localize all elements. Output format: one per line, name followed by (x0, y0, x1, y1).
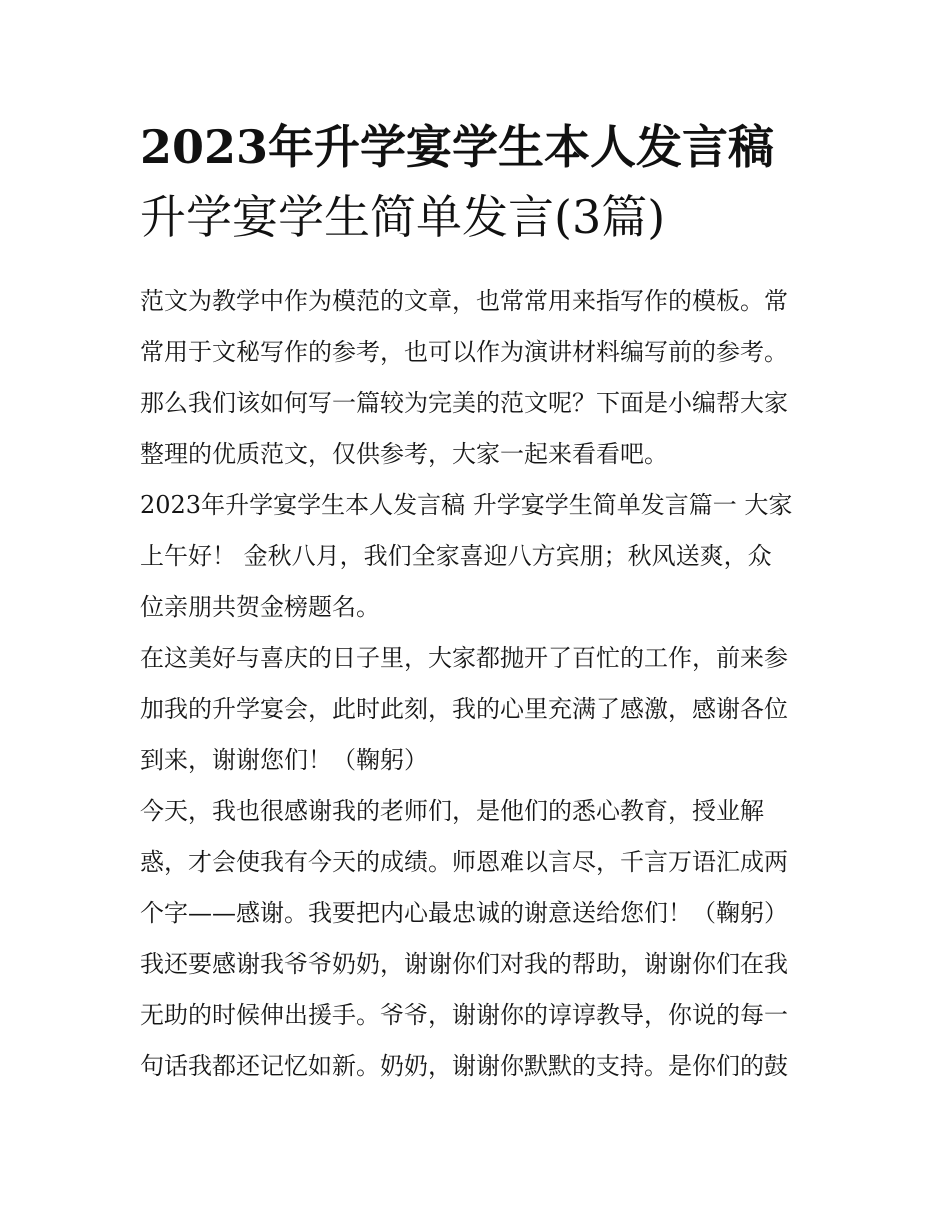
body-line: 常用于文秘写作的参考，也可以作为演讲材料编写前的参考。 (140, 338, 788, 366)
body-line: 无助的时候伸出援手。爷爷，谢谢你的谆谆教导，你说的每一 (140, 1001, 788, 1029)
body-line: 范文为教学中作为模范的文章，也常常用来指写作的模板。常 (140, 287, 788, 315)
body-line: 我还要感谢我爷爷奶奶，谢谢你们对我的帮助，谢谢你们在我 (140, 950, 788, 978)
body-line: 惑，才会使我有今天的成绩。师恩难以言尽，千言万语汇成两 (140, 848, 788, 876)
document-title (140, 112, 830, 252)
title-line-1: 2023年升学宴学生本人发言稿 (140, 120, 775, 174)
title-line-2: 升学宴学生简单发言(3篇) (140, 190, 666, 244)
document-body (140, 276, 820, 1092)
body-line: 在这美好与喜庆的日子里，大家都抛开了百忙的工作，前来参 (140, 644, 788, 672)
body-line: 加我的升学宴会，此时此刻，我的心里充满了感激，感谢各位 (140, 695, 788, 723)
body-line: 上午好！ 金秋八月，我们全家喜迎八方宾朋；秋风送爽，众 (140, 542, 772, 570)
body-line: 整理的优质范文，仅供参考，大家一起来看看吧。 (140, 440, 668, 468)
body-line: 句话我都还记忆如新。奶奶，谢谢你默默的支持。是你们的鼓 (140, 1052, 788, 1080)
body-line: 个字——感谢。我要把内心最忠诚的谢意送给您们！（鞠躬） (140, 899, 788, 927)
body-line: 今天，我也很感谢我的老师们，是他们的悉心教育，授业解 (140, 797, 764, 825)
body-line: 到来，谢谢您们！（鞠躬） (140, 746, 428, 774)
body-line: 位亲朋共贺金榜题名。 (140, 593, 380, 621)
body-line: 那么我们该如何写一篇较为完美的范文呢？下面是小编帮大家 (140, 389, 788, 417)
body-line: 2023年升学宴学生本人发言稿 升学宴学生简单发言篇一 大家 (140, 491, 793, 519)
